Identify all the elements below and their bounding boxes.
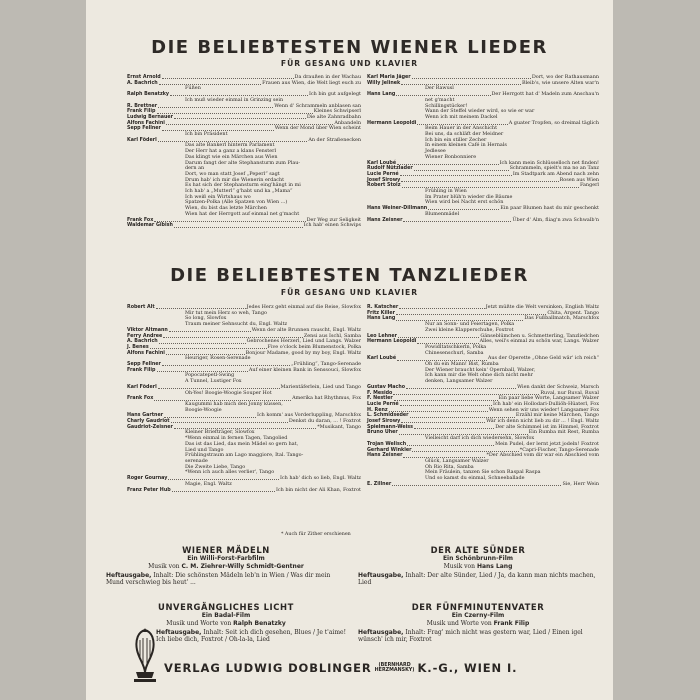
song-title-continued: Füßen xyxy=(185,85,201,92)
composer-name: Gustav Macho xyxy=(367,384,406,390)
composer-name: Ludwig Bernauer xyxy=(127,114,174,120)
song-title: Wenn d' Schrammeln anblasen san xyxy=(274,102,361,109)
composer-name: F. Nestler xyxy=(367,396,393,402)
dot-leader xyxy=(157,368,248,372)
song-title-continued: Ich weiß ein Wirtshaus wo xyxy=(185,193,251,200)
dot-leader xyxy=(169,328,251,332)
song-title-continued: *Wenn ich auch alles verlier', Tango xyxy=(185,469,275,476)
composer-name: Lucie Perné xyxy=(367,401,399,407)
song-title: Fangerl xyxy=(579,182,599,189)
dot-leader xyxy=(400,402,492,406)
dot-leader xyxy=(159,81,261,85)
composer-name: J. Benes xyxy=(127,344,149,350)
song-title-continued: Ich kann mir die Welt ohne dich nicht mehr xyxy=(425,372,533,379)
song-title: Wenn der alte Brunnen rauscht, Engl. Waltz xyxy=(251,326,361,333)
dot-leader xyxy=(170,92,308,96)
dot-leader xyxy=(412,448,518,452)
dot-leader xyxy=(407,442,494,446)
dot-leader xyxy=(414,166,509,170)
tanzlieder-subtitle: FÜR GESANG UND KLAVIER xyxy=(280,288,419,297)
song-title-continued: Oh Rio Rita, Samba xyxy=(425,463,474,470)
song-title: Ich bin gut aufgelegt xyxy=(308,91,361,98)
song-title: Aus der Operette „Ohne Geld wär' ich reich“ xyxy=(487,355,599,362)
song-title: Wien dankt der Schweiz, Marsch xyxy=(517,383,599,390)
composer-name: Waldemar Gibish xyxy=(127,223,173,229)
dot-leader xyxy=(401,419,485,423)
dot-leader xyxy=(398,334,479,338)
song-title-continued: serenade xyxy=(185,457,208,464)
song-title-continued: Ich bin Präsident xyxy=(185,131,228,138)
song-title-continued: Frühling in Wien xyxy=(425,188,467,195)
song-title-continued: Blumenmädel xyxy=(425,210,460,217)
composer-name: Ralph Benatzky xyxy=(127,92,170,98)
song-title: Five o'clock beim Blumenstock, Polka xyxy=(267,343,361,350)
song-title: Jetzt müßte die Welt versinken, English Waltz xyxy=(485,304,599,310)
dot-leader xyxy=(164,413,256,417)
composer-name: Ferry Andree xyxy=(127,333,163,339)
dot-leader xyxy=(174,223,303,227)
composer-name: Frank Filip xyxy=(127,109,156,115)
dot-leader xyxy=(159,339,246,343)
song-title-continued: Der Wiener braucht kein' Opernball, Walzer, xyxy=(425,366,536,373)
composer-name: Alfons Fachini xyxy=(127,350,165,356)
song-title: Gänseblümchen u. Schmetterling, Tanzliedchen xyxy=(480,332,599,339)
song-title-continued: Wenn ich mit meinem Dackel xyxy=(425,113,498,120)
dot-leader xyxy=(174,115,306,119)
song-title-continued: Kaugummi hab mich den Jonny küssen, xyxy=(185,400,283,407)
song-title-continued: Zwei kleine Klapperschuhe, Foxtrot xyxy=(425,326,514,333)
song-title: Bonjour Madame, good by my boy, Engl. Waltz xyxy=(245,349,361,356)
composer-name: Hans Lang xyxy=(367,92,396,98)
dot-leader xyxy=(414,425,494,429)
song-title-continued: So long, Slowfox xyxy=(185,315,227,322)
film-music-credit: Musik von Hans Lang xyxy=(443,563,513,570)
film-title: DER FÜNFMINUTENVATER xyxy=(411,602,545,612)
song-title-continued: Ich muß wieder einmal in Grinzing sein xyxy=(185,96,284,103)
song-title-continued: A Tunnel, Lustiger Fox xyxy=(185,378,242,385)
dot-leader xyxy=(393,391,539,395)
song-title: *Der Abschied vom dir war ein Abschied vom xyxy=(486,452,599,459)
song-title: Über d' Alm, fliag'n zwa Schwalb'n xyxy=(512,216,599,223)
composer-name: A. Bachrich xyxy=(127,80,158,86)
publisher-bracket: (BERNHARD HERZMANSKY) xyxy=(374,662,415,673)
song-title: *Musikant, Tango xyxy=(317,423,361,430)
composer-name: Viktor Altmann xyxy=(127,327,168,333)
wiener-lieder-heading: DIE BELIEBTESTEN WIENER LIEDER xyxy=(151,37,548,58)
composer-name: Karl Föderl xyxy=(127,384,157,390)
song-title: Rosen aus Wien xyxy=(559,176,599,183)
song-title-continued: Der Herr hat a ganz a klans Fensterl xyxy=(185,148,277,155)
song-title-continued: Lied und Tango xyxy=(185,446,224,453)
song-title: Ich bin nicht der Ali Khan, Foxtrot xyxy=(275,486,361,493)
composer-name: Karl Loubé xyxy=(367,160,397,166)
song-title-continued: Glück, Langsamer Walzer xyxy=(425,457,489,464)
film-block-wiener-madeln xyxy=(106,545,346,587)
zither-footnote: * Auch für Zither erschienen xyxy=(281,532,351,537)
song-title: Wär ich denn nicht lieb zu dir ... ! Engl. Waltz xyxy=(486,418,599,425)
dot-leader xyxy=(403,453,485,457)
song-title: *Capri-Fischer, Tango-Serenade xyxy=(519,446,599,453)
song-title-continued: Drum hab' ich mir die Wienerin erdacht xyxy=(185,176,285,183)
song-title-continued: Traum meiner Sehnsucht du, Engl. Waltz xyxy=(185,321,288,328)
song-title-continued: Im Prater blüh'n wieder die Bäume xyxy=(425,193,513,200)
dot-leader xyxy=(389,408,488,412)
song-title-continued: Jedlesee xyxy=(425,148,446,155)
song-title: Ich hab' einen Schwips xyxy=(303,222,361,229)
song-title-continued: Ich bin ein stiller Zecher xyxy=(425,136,487,143)
song-title-continued: Darum fangt der alte Stephansturm zum Plau- xyxy=(185,159,301,166)
composer-name: R. Brettner xyxy=(127,103,158,109)
song-title-continued: Frühlingstraum am Lago maggiore, Ital. Tango- xyxy=(185,452,304,459)
composer-name: Leo Lehner xyxy=(367,333,398,339)
composer-name: Sepp Fellner xyxy=(127,362,161,368)
composer-name: Alfons Fachini xyxy=(127,120,165,126)
dot-leader xyxy=(394,396,498,400)
dot-leader xyxy=(397,356,487,360)
song-title: Ein paar Blumen hast du mir geschenkt xyxy=(500,205,599,212)
dot-leader xyxy=(428,206,499,210)
song-title: Erzähl mir keine Märchen, Tango xyxy=(515,412,599,419)
composer-name: Roger Gournay xyxy=(127,476,168,482)
composer-name: F. Mesido xyxy=(367,390,393,396)
wiener-lieder-subtitle: FÜR GESANG UND KLAVIER xyxy=(280,59,419,68)
composer-name: Ernst Arnold xyxy=(127,75,161,80)
dot-leader xyxy=(412,75,531,79)
composer-name: Hans Gartner xyxy=(127,413,164,419)
composer-name: Gaudriot-Zeisner xyxy=(127,424,173,430)
publisher-lyre-logo-icon xyxy=(130,626,160,684)
tanzlieder-right-column xyxy=(367,305,599,488)
film-subtitle: Ein Willi-Forst-Farbfilm xyxy=(187,555,265,562)
song-title-continued: Oh-Yes! Boogie-Woogie Souper Hot xyxy=(185,389,272,396)
dot-leader xyxy=(417,339,478,343)
song-title-continued: Bei uns, da schläft der Meidner xyxy=(425,131,504,138)
film-title: UNVERGÄNGLICHES LICHT xyxy=(158,602,294,612)
composer-name: Hermann Leopoldi xyxy=(367,120,417,126)
song-title-continued: Heuriger, Rosen-Serenade xyxy=(185,355,251,362)
film-subtitle: Ein Schönbrunn-Film xyxy=(442,555,514,562)
dot-leader xyxy=(158,104,273,108)
song-title-continued: Mir tut mein Herz so weh, Tango xyxy=(185,309,267,316)
film-block-der-funfminutenvater xyxy=(358,602,598,644)
song-title-continued: Ich hab' a „Mutterl“ g'habt und ka „Mama“ xyxy=(185,188,293,195)
dot-leader xyxy=(396,316,523,320)
song-title-continued: Das klingt wie ein Märchen aus Wien xyxy=(185,153,278,160)
publisher-imprint xyxy=(164,661,517,675)
film-music-credit: Musik und Worte von Frank Filip xyxy=(426,620,530,627)
composer-name: Trojan Welisch xyxy=(367,441,407,447)
song-title-continued: net g'macht xyxy=(425,96,455,103)
song-title-continued: Es hat sich der Stephansturm eing'hängt in mi xyxy=(185,182,301,189)
song-title: Ich hab' dich so lieb, Engl. Waltz xyxy=(279,475,361,482)
song-title: „Frühling“, Tango-Serenade xyxy=(291,361,361,368)
song-title: Ich komm' aus Vorderluppling, Marschfox xyxy=(257,412,361,419)
composer-name: H. Renz xyxy=(367,407,388,413)
song-title: Auf einer kleinen Bank in Senssouci, Slowfox xyxy=(248,366,361,373)
song-title: Schrammeln, spielt's ma no an Tanz xyxy=(509,165,599,172)
dot-leader xyxy=(163,334,303,338)
sheet-music-back-cover xyxy=(86,0,613,700)
song-title-continued: Spatzen-Polka (Alle Spatzen von Wien ...) xyxy=(185,199,288,206)
composer-name: Frank Fox xyxy=(127,396,154,402)
dot-leader xyxy=(396,92,490,96)
song-title: Wenn sehen wir uns wieder! Langsamer Fox xyxy=(488,406,599,413)
dot-leader xyxy=(400,172,512,176)
publisher-location: K.-G., WIEN I. xyxy=(417,661,518,675)
song-title-continued: Schillingstücker! xyxy=(425,102,468,109)
dot-leader xyxy=(417,121,507,125)
composer-name: Frank Filip xyxy=(127,367,156,373)
song-title: Dort, wo der Rathausmann xyxy=(531,74,599,80)
composer-name: A. Bachrich xyxy=(127,339,158,345)
composer-name: L. Schmidseder xyxy=(367,413,409,419)
composer-name: Hans Zeisner xyxy=(367,453,403,459)
song-title: Wenn der Mond über Wien scheint xyxy=(274,125,361,132)
song-title: Jedes Herz geht einmal auf die Reise, Slowfox xyxy=(246,304,361,310)
dot-leader xyxy=(397,161,498,165)
composer-name: Rudolf Nützlader xyxy=(367,166,413,172)
film-music-credit: Musik und Worte von Ralph Benatzky xyxy=(166,620,286,627)
composer-name: Hermann Leopoldi xyxy=(367,339,417,345)
song-title: Da draußen in der Wachau xyxy=(294,74,361,80)
dot-leader xyxy=(162,126,274,130)
film-music-credit: Musik von C. M. Ziehrer-Willy Schmidt-Gentner xyxy=(148,563,304,570)
dot-leader xyxy=(166,351,245,355)
film-title: WIENER MÄDELN xyxy=(182,545,270,555)
song-title-continued: Wann der Steffel wieder wird, so wie er war xyxy=(425,108,535,115)
dot-leader xyxy=(399,305,484,309)
song-title: An der Straßenecken xyxy=(308,136,361,143)
song-title: A guater Tropfen, so dreimal täglich xyxy=(508,119,599,126)
dot-leader xyxy=(156,305,246,309)
song-title: Ich kann mein Schlüsselloch net finden! xyxy=(499,159,599,166)
song-title: Die alte Zahnradbahn xyxy=(306,113,361,120)
composer-name: Karl Föderl xyxy=(127,137,157,143)
film-title: DER ALTE SÜNDER xyxy=(430,545,526,555)
song-title: Der Herrgott hat d' Madeln zum Anschau'n xyxy=(491,91,599,98)
song-title: Alles, weil's einmal zu schön war, Langs. Walzer xyxy=(479,338,599,345)
song-title-continued: Popocatepetl-Swing xyxy=(185,372,235,379)
song-title: Der alte Schimmel ist im Himmel, Foxtrot xyxy=(495,423,599,430)
dot-leader xyxy=(392,482,561,486)
song-title-continued: Kleiner Briefträger, Slowfox xyxy=(185,429,255,436)
film-subtitle: Ein Czerny-Film xyxy=(451,612,505,619)
song-title: Mein Pudel, der lernt jetzt jodeln! Foxtrot xyxy=(495,440,599,447)
publisher-name: VERLAG LUDWIG DOBLINGER xyxy=(164,661,372,675)
song-title: Kleines Schwipserl xyxy=(313,108,361,115)
dot-leader xyxy=(399,430,528,434)
song-title-continued: Mein Fräulein, tanzen Sie schon Raspal Raspa xyxy=(425,469,541,476)
song-title-continued: Die Zweite Liebe, Tango xyxy=(185,463,246,470)
film-heftausgabe: Heftausgabe, Inhalt: Die schönsten Mädeln leb'n in Wien / Was dir mein Mund verschwieg bis heut' ... xyxy=(106,571,331,587)
composer-name: Gerhard Winkler xyxy=(367,447,412,453)
dot-leader xyxy=(396,311,546,315)
song-title: Marientäferlein, Lied und Tango xyxy=(280,383,361,390)
composer-name: Josef Sirowy xyxy=(367,177,401,183)
dot-leader xyxy=(406,385,516,389)
song-title: Der Weg zur Seligkeit xyxy=(306,216,361,223)
song-title-continued: Dort, wo man statt Josef „Peperl“ sagt xyxy=(185,170,280,177)
dot-leader xyxy=(172,488,275,492)
composer-name: Franz Peter Hub xyxy=(127,487,171,493)
dot-leader xyxy=(154,218,305,222)
song-title: Bleib's, wie unsere Alten war'n xyxy=(522,79,599,86)
composer-name: Robert Stolz xyxy=(367,183,401,189)
composer-name: E. Zillner xyxy=(367,481,392,487)
dot-leader xyxy=(401,178,558,182)
song-title-continued: Das ist das Lied, das mein Mädel so gern hat, xyxy=(185,440,299,447)
song-title: Ruval, nur Ruval, Ruval xyxy=(540,389,599,396)
wiener-lieder-right-column xyxy=(367,75,599,223)
song-title: Gebrochenes Herzerl, Lied und Langs. Walzer xyxy=(246,338,361,345)
song-title-continued: Boogie-Woogie xyxy=(185,406,222,413)
song-title-continued: *Wenn einmal in fernen Tagen, Tangolied xyxy=(185,435,288,442)
song-title: Amerika hat Rhythmus, Fox xyxy=(292,395,361,402)
film-block-der-alte-sunder xyxy=(358,545,598,587)
composer-name: Hans Zeisner xyxy=(367,217,403,223)
song-title-continued: Nur an Sonn- und Feiertagen, Polka xyxy=(425,321,515,328)
dot-leader xyxy=(154,396,291,400)
composer-name: Bruno Uher xyxy=(367,430,398,436)
song-title: Ein paar liebe Worte, Langsamer Walzer xyxy=(498,395,599,402)
composer-name: Lucie Perné xyxy=(367,171,399,177)
song-title: Zensi aus Ischl, Samba xyxy=(303,332,361,339)
film-heftausgabe: Heftausgabe, Inhalt: Der alte Sünder, Lied / Ja, da kann man nichts machen, Lied xyxy=(358,571,596,587)
film-heftausgabe: Heftausgabe, Inhalt: Seit ich dich gesehen, Blues / Je t'aime! Ich liebe dich, Foxtrot / Oh-la-la, Lied xyxy=(156,628,346,644)
composer-name: Hans Lang xyxy=(367,316,396,322)
dot-leader xyxy=(402,183,579,187)
composer-name: Karl Loubé xyxy=(367,356,397,362)
song-title-continued: Chinesenschurl, Samba xyxy=(425,349,484,356)
song-title: Denkst du daran, ... ! Foxtrot xyxy=(288,418,361,425)
composer-name: Charly Gaudriot xyxy=(127,419,170,425)
song-entry xyxy=(127,223,361,229)
song-title-continued: dern an xyxy=(185,165,205,172)
dot-leader xyxy=(157,109,313,113)
song-title-continued: Wien wird bei Nacht erst schön xyxy=(425,199,504,206)
song-title: Chita, Argent. Tango xyxy=(547,309,599,316)
composer-name: R. Katscher xyxy=(367,305,399,310)
song-title: Das Fußballmatch, Marschfox xyxy=(524,315,599,322)
wiener-lieder-left-column xyxy=(127,75,361,229)
song-title-continued: Wien, du bist das letzte Märchen xyxy=(185,205,267,212)
dot-leader xyxy=(158,385,280,389)
composer-name: Karl Maria Jäger xyxy=(367,75,411,80)
dot-leader xyxy=(162,75,294,79)
composer-name: Willy Jelinek xyxy=(367,80,401,86)
composer-name: Spielmann-Weiss xyxy=(367,424,413,430)
dot-leader xyxy=(401,81,521,85)
composer-name: Josef Sirowy xyxy=(367,419,401,425)
dot-leader xyxy=(403,218,511,222)
tanzlieder-heading: DIE BELIEBTESTEN TANZLIEDER xyxy=(170,265,529,286)
film-heftausgabe: Heftausgabe, Inhalt: Frag' mich nicht was gestern war, Lied / Einen igel wünsch' ich mir, Foxtrot xyxy=(358,628,583,644)
dot-leader xyxy=(166,121,334,125)
tanzlieder-left-column xyxy=(127,305,361,493)
song-title: Im Stadtpark am Abend nach zehn xyxy=(512,170,599,177)
song-title-continued: Vielleicht darf ich dich wiedersehn, Slowfox xyxy=(425,435,535,442)
song-title-continued: Wiener Bonbonniere xyxy=(425,153,477,160)
song-title-continued: Magie, Engl. Waltz xyxy=(185,480,232,487)
song-title: Frauen aus Wien, die Welt liegt euch zu xyxy=(262,79,361,86)
dot-leader xyxy=(171,419,288,423)
song-title: Anbandeln xyxy=(334,119,361,126)
song-title-continued: Das alte Bankerl hinterm Parlament xyxy=(185,142,275,149)
song-title: Ein Rumba mit Rest, Rumba xyxy=(528,429,599,436)
song-entry xyxy=(127,488,361,494)
song-title: Sie, Herr Wein xyxy=(562,480,599,487)
song-title-continued: denken, Langsamer Walzer xyxy=(425,378,493,385)
dot-leader xyxy=(150,345,267,349)
song-title: Ich hab' ein Hollodari-Dulliöh-Hüaterl, Fox xyxy=(492,400,599,407)
dot-leader xyxy=(158,138,308,142)
dot-leader xyxy=(168,476,279,480)
composer-name: Frank Fox xyxy=(127,217,154,223)
song-title-continued: Der Rawusl xyxy=(425,85,454,92)
song-title-continued: Oh du ein Mann! Bist, Rumba xyxy=(425,361,499,368)
composer-name: Robert Alt xyxy=(127,305,155,310)
composer-name: Sepp Fellner xyxy=(127,126,161,132)
song-title-continued: Wien hat der Herrgott auf einmal net g'macht xyxy=(185,210,300,217)
dot-leader xyxy=(162,362,290,366)
song-title-continued: Beim Hauer in der Anschicht xyxy=(425,125,498,132)
dot-leader xyxy=(174,425,316,429)
song-title-continued: Und so kamst du einmal, Schneeballade xyxy=(425,475,525,482)
song-title-continued: Powidltatschkerln, Polka xyxy=(425,343,487,350)
song-title-continued: In einem kleinen Café in Hernals xyxy=(425,142,507,149)
song-entry xyxy=(367,482,599,488)
dot-leader xyxy=(410,413,515,417)
film-subtitle: Ein Badal-Film xyxy=(201,612,251,619)
song-entry xyxy=(367,218,599,224)
composer-name: Hans Weiner-Dillmann xyxy=(367,206,428,212)
composer-name: Fritz Killer xyxy=(367,310,396,316)
